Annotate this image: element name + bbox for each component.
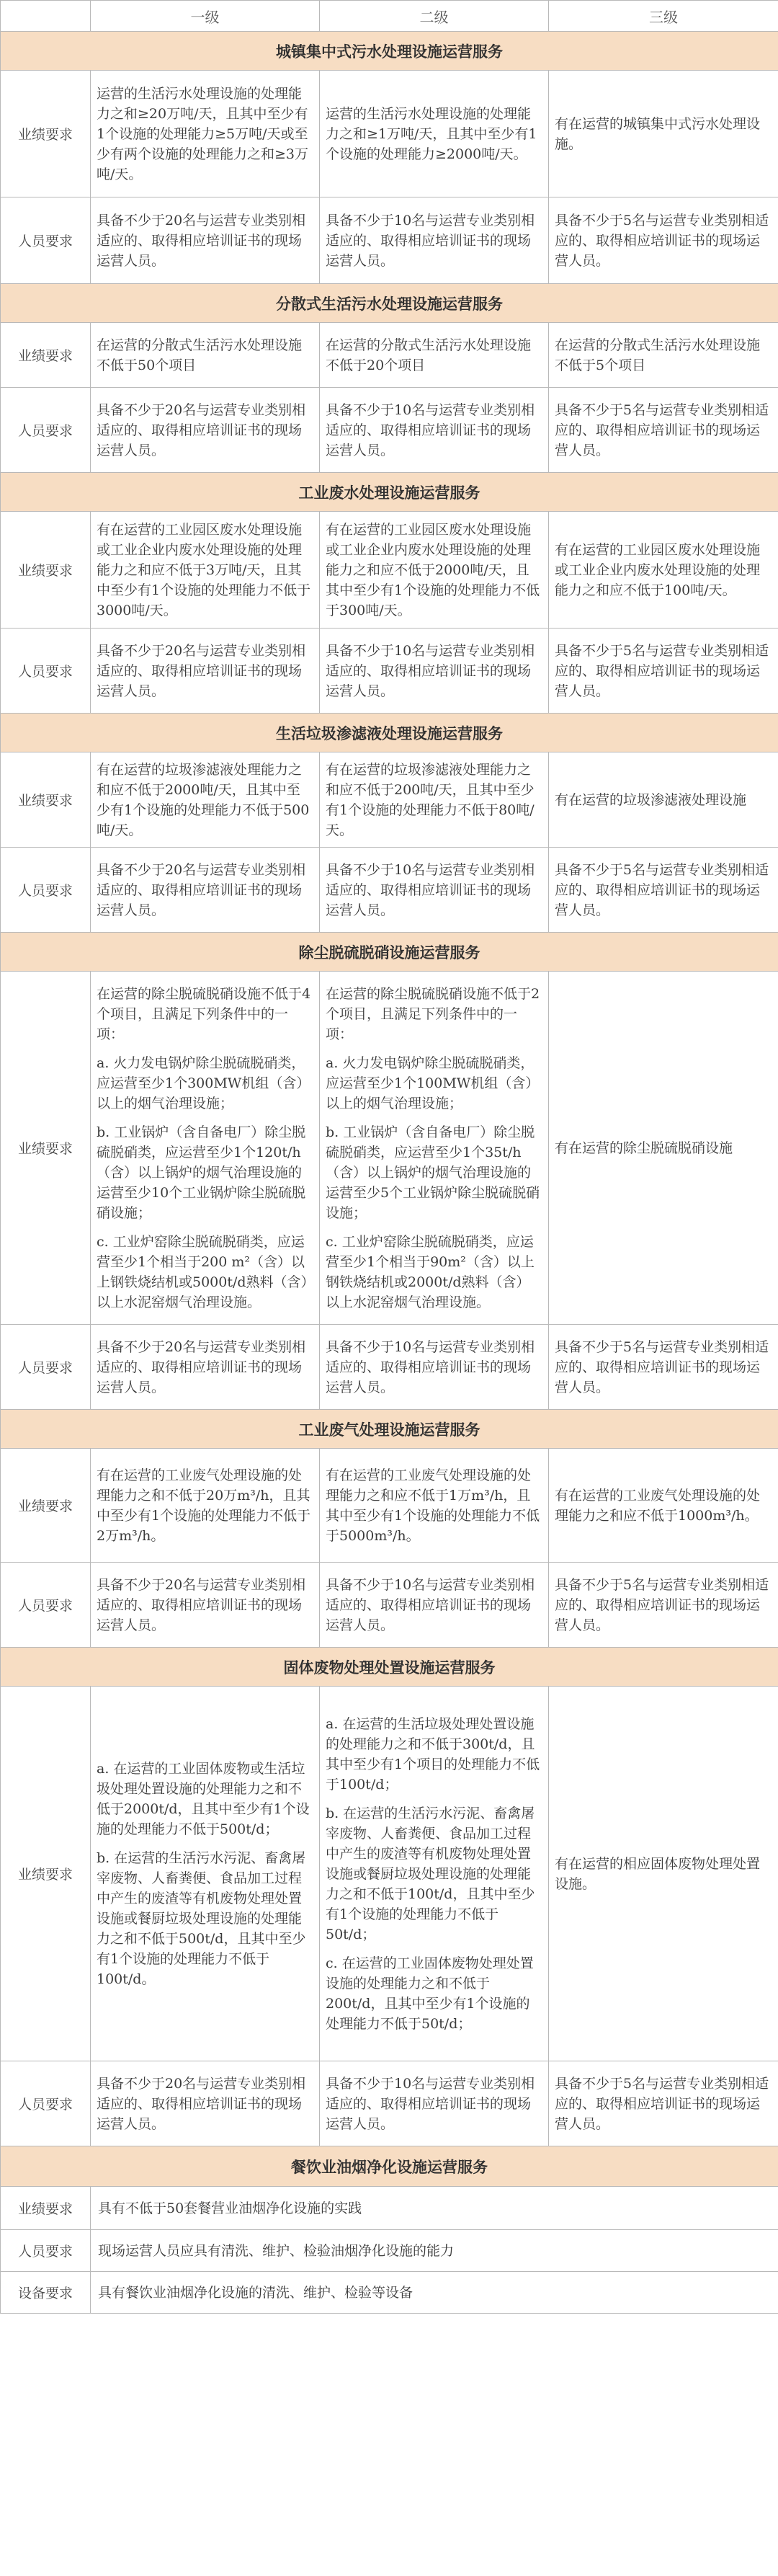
level-1-cell bbox=[91, 2061, 320, 2146]
level-2-cell bbox=[320, 197, 549, 284]
header-level-3: 三级 bbox=[549, 1, 778, 32]
requirement-row bbox=[1, 629, 778, 714]
row-label: 业绩要求 bbox=[1, 1687, 91, 2061]
cell-paragraph: b. 在运营的生活污水污泥、畜禽屠宰废物、人畜粪便、食品加工过程中产生的废渣等有机废物处理处置设施或餐厨垃圾处理设施的处理能力之和不低于500t/d，且其中至少有1个设施的处理能力不低于100t/d。 bbox=[97, 1849, 306, 1987]
level-2-cell bbox=[320, 848, 549, 933]
cell-paragraph: 具备不少于10名与运营专业类别相适应的、取得相应培训证书的现场运营人员。 bbox=[326, 1338, 535, 1395]
level-3-cell bbox=[549, 1325, 778, 1410]
cell-paragraph: 具备不少于5名与运营专业类别相适应的、取得相应培训证书的现场运营人员。 bbox=[555, 861, 769, 918]
level-2-cell bbox=[320, 71, 549, 197]
requirement-row bbox=[1, 848, 778, 933]
section-title: 生活垃圾渗滤液处理设施运营服务 bbox=[1, 714, 778, 752]
level-2-cell bbox=[320, 1563, 549, 1648]
level-2-cell bbox=[320, 629, 549, 714]
cell-paragraph: c. 在运营的工业固体废物处理处置设施的处理能力之和不低于200t/d，且其中至少有1个设施的处理能力不低于50t/d； bbox=[326, 1955, 534, 2032]
row-label: 业绩要求 bbox=[1, 71, 91, 197]
cell-paragraph: 具备不少于20名与运营专业类别相适应的、取得相应培训证书的现场运营人员。 bbox=[97, 401, 306, 458]
row-label: 人员要求 bbox=[1, 2230, 91, 2272]
requirement-row bbox=[1, 2230, 778, 2272]
cell-paragraph: a. 火力发电锅炉除尘脱硫脱硝类，应运营至少1个100MW机组（含）以上的烟气治理设施； bbox=[326, 1054, 540, 1111]
row-label: 人员要求 bbox=[1, 388, 91, 473]
cell-paragraph: 在运营的除尘脱硫脱硝设施不低于2个项目，且满足下列条件中的一项： bbox=[326, 985, 540, 1042]
section-title: 餐饮业油烟净化设施运营服务 bbox=[1, 2146, 778, 2187]
section-title: 工业废水处理设施运营服务 bbox=[1, 473, 778, 512]
header-blank bbox=[1, 1, 91, 32]
row-label: 设备要求 bbox=[1, 2272, 91, 2314]
cell-paragraph: 运营的生活污水处理设施的处理能力之和≥20万吨/天，且其中至少有1个设施的处理能力≥5万吨/天或至少有两个设施的处理能力之和≥3万吨/天。 bbox=[97, 85, 309, 182]
cell-paragraph: 有在运营的工业园区废水处理设施或工业企业内废水处理设施的处理能力之和应不低于3万吨/天，且其中至少有1个设施的处理能力不低于3000吨/天。 bbox=[97, 521, 311, 618]
row-label: 人员要求 bbox=[1, 629, 91, 714]
requirement-row bbox=[1, 972, 778, 1325]
cell-paragraph: a. 在运营的生活垃圾处理处置设施的处理能力之和不低于300t/d，且其中至少有1个项目的处理能力不低于100t/d； bbox=[326, 1715, 540, 1793]
cell-paragraph: 有在运营的工业废气处理设施的处理能力之和不低于20万m³/h，且其中至少有1个设施的处理能力不低于2万m³/h。 bbox=[97, 1467, 311, 1544]
requirement-row bbox=[1, 388, 778, 473]
requirement-row bbox=[1, 752, 778, 848]
cell-paragraph: 具备不少于5名与运营专业类别相适应的、取得相应培训证书的现场运营人员。 bbox=[555, 1576, 769, 1633]
cell-paragraph: 具备不少于5名与运营专业类别相适应的、取得相应培训证书的现场运营人员。 bbox=[555, 212, 769, 269]
cell-paragraph: 具备不少于20名与运营专业类别相适应的、取得相应培训证书的现场运营人员。 bbox=[97, 1338, 306, 1395]
level-1-cell bbox=[91, 752, 320, 848]
row-label: 业绩要求 bbox=[1, 512, 91, 629]
cell-paragraph: 有在运营的垃圾渗滤液处理能力之和应不低于200吨/天，且其中至少有1个设施的处理能力不低于80吨/天。 bbox=[326, 761, 535, 838]
level-2-cell bbox=[320, 388, 549, 473]
level-3-cell bbox=[549, 323, 778, 388]
cell-paragraph: 具备不少于10名与运营专业类别相适应的、取得相应培训证书的现场运营人员。 bbox=[326, 2075, 535, 2132]
requirement-row bbox=[1, 197, 778, 284]
section-header-row bbox=[1, 933, 778, 972]
cell-paragraph: 具备不少于20名与运营专业类别相适应的、取得相应培训证书的现场运营人员。 bbox=[97, 1576, 306, 1633]
row-label: 业绩要求 bbox=[1, 752, 91, 848]
row-label: 业绩要求 bbox=[1, 323, 91, 388]
cell-paragraph: 在运营的分散式生活污水处理设施不低于20个项目 bbox=[326, 337, 532, 373]
cell-paragraph: 有在运营的除尘脱硫脱硝设施 bbox=[555, 1140, 733, 1156]
level-1-cell bbox=[91, 323, 320, 388]
cell-paragraph: 运营的生活污水处理设施的处理能力之和≥1万吨/天，且其中至少有1个设施的处理能力≥2000吨/天。 bbox=[326, 105, 537, 162]
level-2-cell bbox=[320, 323, 549, 388]
cell-paragraph: 有在运营的工业废气处理设施的处理能力之和应不低于1000m³/h。 bbox=[555, 1487, 761, 1524]
cell-paragraph: 具备不少于5名与运营专业类别相适应的、取得相应培训证书的现场运营人员。 bbox=[555, 401, 769, 458]
cell-paragraph: 具备不少于10名与运营专业类别相适应的、取得相应培训证书的现场运营人员。 bbox=[326, 401, 535, 458]
requirement-row bbox=[1, 1449, 778, 1563]
level-2-cell bbox=[320, 972, 549, 1325]
cell-paragraph: 具备不少于5名与运营专业类别相适应的、取得相应培训证书的现场运营人员。 bbox=[555, 2075, 769, 2132]
section-title: 工业废气处理设施运营服务 bbox=[1, 1410, 778, 1449]
level-1-cell bbox=[91, 972, 320, 1325]
section-header-row bbox=[1, 714, 778, 752]
cell-paragraph: 具备不少于10名与运营专业类别相适应的、取得相应培训证书的现场运营人员。 bbox=[326, 212, 535, 269]
level-3-cell bbox=[549, 972, 778, 1325]
requirement-row bbox=[1, 1563, 778, 1648]
level-1-cell bbox=[91, 1687, 320, 2061]
requirement-row bbox=[1, 2272, 778, 2314]
section-title: 城镇集中式污水处理设施运营服务 bbox=[1, 32, 778, 71]
header-level-2: 二级 bbox=[320, 1, 549, 32]
cell-paragraph: 具备不少于10名与运营专业类别相适应的、取得相应培训证书的现场运营人员。 bbox=[326, 1576, 535, 1633]
cell-paragraph: b. 工业锅炉（含自备电厂）除尘脱硫脱硝类，应运营至少1个35t/h（含）以上锅炉的烟气治理设施的运营至少5个工业锅炉除尘脱硫脱硝设施； bbox=[326, 1124, 540, 1221]
cell-paragraph: 有在运营的工业园区废水处理设施或工业企业内废水处理设施的处理能力之和应不低于100吨/天。 bbox=[555, 541, 761, 598]
level-3-cell bbox=[549, 848, 778, 933]
section-header-row bbox=[1, 2146, 778, 2187]
section-title: 除尘脱硫脱硝设施运营服务 bbox=[1, 933, 778, 972]
cell-paragraph: 具备不少于10名与运营专业类别相适应的、取得相应培训证书的现场运营人员。 bbox=[326, 861, 535, 918]
cell-paragraph: c. 工业炉窑除尘脱硫脱硝类，应运营至少1个相当于90m²（含）以上钢铁烧结机或2000t/d熟料（含）以上水泥窑烟气治理设施。 bbox=[326, 1233, 535, 1310]
cell-paragraph: 具备不少于20名与运营专业类别相适应的、取得相应培训证书的现场运营人员。 bbox=[97, 2075, 306, 2132]
section-header-row bbox=[1, 284, 778, 323]
requirement-text: 具有餐饮业油烟净化设施的清洗、维护、检验等设备 bbox=[91, 2272, 778, 2314]
level-2-cell bbox=[320, 1325, 549, 1410]
section-title: 分散式生活污水处理设施运营服务 bbox=[1, 284, 778, 323]
row-label: 业绩要求 bbox=[1, 972, 91, 1325]
cell-paragraph: 有在运营的城镇集中式污水处理设施。 bbox=[555, 115, 761, 152]
cell-paragraph: 在运营的分散式生活污水处理设施不低于50个项目 bbox=[97, 337, 303, 373]
cell-paragraph: 具备不少于5名与运营专业类别相适应的、取得相应培训证书的现场运营人员。 bbox=[555, 642, 769, 699]
cell-paragraph: c. 工业炉窑除尘脱硫脱硝类，应运营至少1个相当于200 m²（含）以上钢铁烧结机或5000t/d熟料（含）以上水泥窑烟气治理设施。 bbox=[97, 1233, 308, 1310]
cell-paragraph: 有在运营的相应固体废物处理处置设施。 bbox=[555, 1855, 761, 1892]
level-3-cell bbox=[549, 629, 778, 714]
level-1-cell bbox=[91, 1325, 320, 1410]
row-label: 人员要求 bbox=[1, 1325, 91, 1410]
requirement-row bbox=[1, 1325, 778, 1410]
requirement-row bbox=[1, 1687, 778, 2061]
section-header-row bbox=[1, 1410, 778, 1449]
requirement-row bbox=[1, 2187, 778, 2230]
cell-paragraph: 在运营的分散式生活污水处理设施不低于5个项目 bbox=[555, 337, 761, 373]
level-1-cell bbox=[91, 388, 320, 473]
cell-paragraph: 具备不少于10名与运营专业类别相适应的、取得相应培训证书的现场运营人员。 bbox=[326, 642, 535, 699]
section-header-row bbox=[1, 1648, 778, 1687]
level-2-cell bbox=[320, 512, 549, 629]
level-2-cell bbox=[320, 1449, 549, 1563]
section-header-row bbox=[1, 32, 778, 71]
level-1-cell bbox=[91, 71, 320, 197]
level-3-cell bbox=[549, 1687, 778, 2061]
level-3-cell bbox=[549, 71, 778, 197]
level-2-cell bbox=[320, 752, 549, 848]
cell-paragraph: b. 在运营的生活污水污泥、畜禽屠宰废物、人畜粪便、食品加工过程中产生的废渣等有机废物处理处置设施或餐厨垃圾处理设施的处理能力之和不低于100t/d，且其中至少有1个设施的处理能力不低于50t/d； bbox=[326, 1805, 535, 1942]
requirement-text: 现场运营人员应具有清洗、维护、检验油烟净化设施的能力 bbox=[91, 2230, 778, 2272]
row-label: 人员要求 bbox=[1, 848, 91, 933]
row-label: 业绩要求 bbox=[1, 2187, 91, 2230]
cell-paragraph: a. 火力发电锅炉除尘脱硫脱硝类，应运营至少1个300MW机组（含）以上的烟气治理设施； bbox=[97, 1054, 310, 1111]
level-3-cell bbox=[549, 388, 778, 473]
cell-paragraph: 有在运营的垃圾渗滤液处理能力之和应不低于2000吨/天，且其中至少有1个设施的处理能力不低于500吨/天。 bbox=[97, 761, 310, 838]
level-1-cell bbox=[91, 1563, 320, 1648]
section-header-row bbox=[1, 473, 778, 512]
header-level-1: 一级 bbox=[91, 1, 320, 32]
level-3-cell bbox=[549, 197, 778, 284]
level-3-cell bbox=[549, 1563, 778, 1648]
level-1-cell bbox=[91, 1449, 320, 1563]
cell-paragraph: 具备不少于20名与运营专业类别相适应的、取得相应培训证书的现场运营人员。 bbox=[97, 642, 306, 699]
row-label: 人员要求 bbox=[1, 197, 91, 284]
cell-paragraph: 有在运营的工业园区废水处理设施或工业企业内废水处理设施的处理能力之和应不低于2000吨/天，且其中至少有1个设施的处理能力不低于300吨/天。 bbox=[326, 521, 540, 618]
cell-paragraph: 具备不少于20名与运营专业类别相适应的、取得相应培训证书的现场运营人员。 bbox=[97, 212, 306, 269]
level-1-cell bbox=[91, 512, 320, 629]
level-3-cell bbox=[549, 512, 778, 629]
requirement-row bbox=[1, 71, 778, 197]
level-1-cell bbox=[91, 629, 320, 714]
section-title: 固体废物处理处置设施运营服务 bbox=[1, 1648, 778, 1687]
cell-paragraph: 有在运营的垃圾渗滤液处理设施 bbox=[555, 791, 747, 808]
cell-paragraph: 在运营的除尘脱硫脱硝设施不低于4个项目，且满足下列条件中的一项： bbox=[97, 985, 311, 1042]
row-label: 业绩要求 bbox=[1, 1449, 91, 1563]
level-3-cell bbox=[549, 1449, 778, 1563]
cell-paragraph: 具备不少于20名与运营专业类别相适应的、取得相应培训证书的现场运营人员。 bbox=[97, 861, 306, 918]
level-2-cell bbox=[320, 1687, 549, 2061]
requirement-row bbox=[1, 2061, 778, 2146]
level-3-cell bbox=[549, 2061, 778, 2146]
level-3-cell bbox=[549, 752, 778, 848]
cell-paragraph: 有在运营的工业废气处理设施的处理能力之和应不低于1万m³/h，且其中至少有1个设施的处理能力不低于5000m³/h。 bbox=[326, 1467, 540, 1544]
requirement-row bbox=[1, 323, 778, 388]
level-1-cell bbox=[91, 197, 320, 284]
cell-paragraph: b. 工业锅炉（含自备电厂）除尘脱硫脱硝类，应运营至少1个120t/h（含）以上锅炉的烟气治理设施的运营至少10个工业锅炉除尘脱硫脱硝设施； bbox=[97, 1124, 306, 1221]
row-label: 人员要求 bbox=[1, 2061, 91, 2146]
cell-paragraph: 具备不少于5名与运营专业类别相适应的、取得相应培训证书的现场运营人员。 bbox=[555, 1338, 769, 1395]
row-label: 人员要求 bbox=[1, 1563, 91, 1648]
header-row bbox=[1, 1, 778, 32]
requirement-text: 具有不低于50套餐营业油烟净化设施的实践 bbox=[91, 2187, 778, 2230]
level-2-cell bbox=[320, 2061, 549, 2146]
cell-paragraph: a. 在运营的工业固体废物或生活垃圾处理处置设施的处理能力之和不低于2000t/d，且其中至少有1个设施的处理能力不低于500t/d； bbox=[97, 1760, 310, 1837]
requirement-row bbox=[1, 512, 778, 629]
level-1-cell bbox=[91, 848, 320, 933]
